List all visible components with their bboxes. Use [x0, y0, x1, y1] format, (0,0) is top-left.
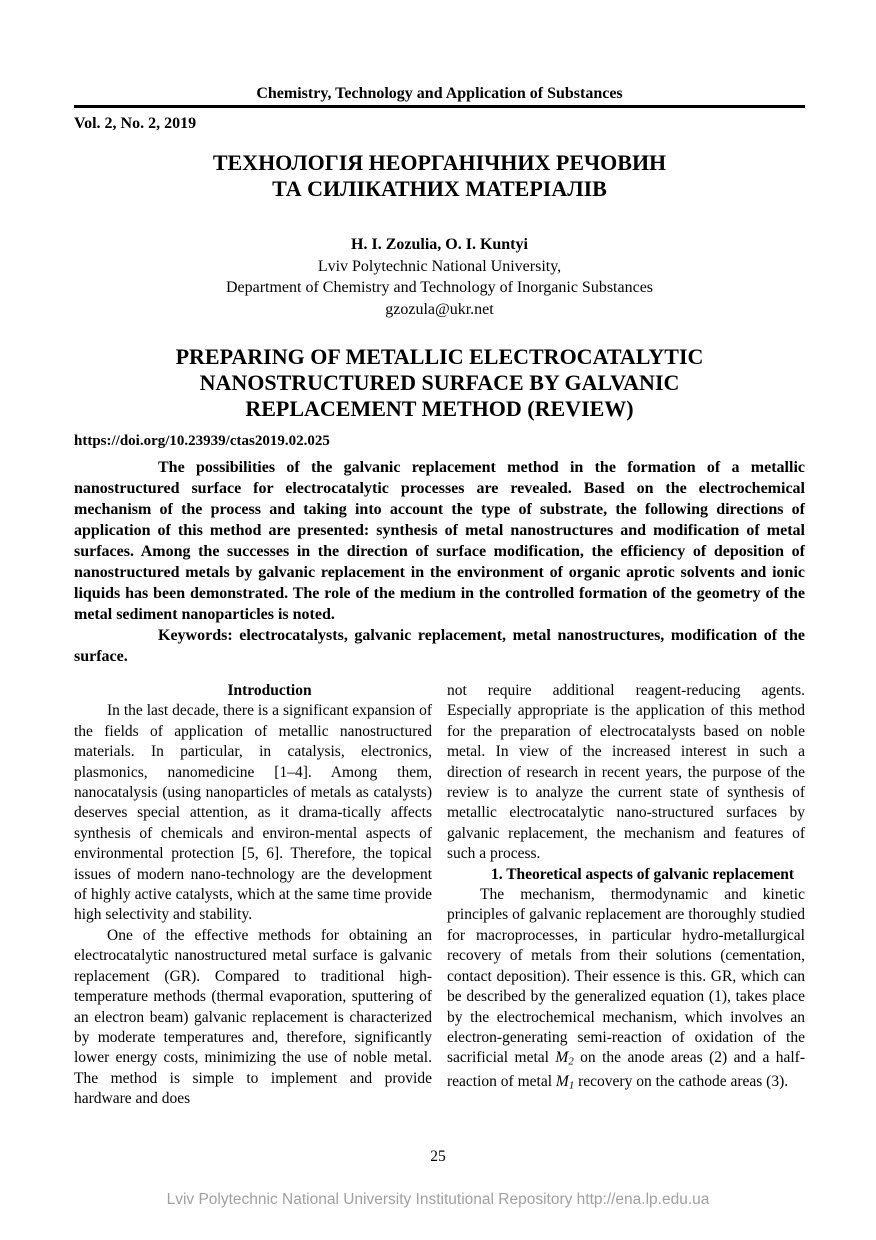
- repository-footer-link[interactable]: Lviv Polytechnic National University Institutional Repository http://ena.lp.edu.ua: [166, 1191, 710, 1208]
- article-title-line1: PREPARING OF METALLIC ELECTROCATALYTIC: [175, 344, 704, 369]
- metal-m2-symbol: M: [555, 1049, 569, 1067]
- introduction-heading: Introduction: [227, 682, 312, 699]
- section-1-text-part: recovery on the cathode areas (3).: [574, 1073, 789, 1091]
- metal-m1-symbol: M: [555, 1073, 569, 1091]
- journal-section-heading-line2: ТА СИЛІКАТНИХ МАТЕРІАЛІВ: [272, 176, 607, 201]
- affiliation-university: Lviv Polytechnic National University,: [317, 257, 562, 275]
- affiliation-department: Department of Chemistry and Technology of Inorganic Substances: [225, 279, 654, 296]
- doi-link[interactable]: https://doi.org/10.23939/ctas2019.02.025: [74, 433, 330, 449]
- header-rule: [74, 105, 805, 108]
- left-column: [74, 681, 432, 1110]
- journal-section-heading-line1: ТЕХНОЛОГІЯ НЕОРГАНІЧНИХ РЕЧОВИН: [212, 150, 667, 175]
- section-1-text-part: The mechanism, thermodynamic and kinetic principles of galvanic replacement are thoroughly studied for macroprocesses, in particular hydro-metallurgical recovery of metals from their solutions (cementation, contact deposition). Their essence is this. GR, which can be described by the generalized equation (1), takes place by the electrochemical mechanism, which involves an electron-generating semi-reaction of oxidation of the sacrificial metal: [447, 886, 805, 1067]
- article-title-line2: NANOSTRUCTURED SURFACE BY GALVANIC: [199, 370, 680, 395]
- metal-m1-subscript: 1: [568, 1080, 575, 1093]
- two-column-body: [74, 681, 805, 1110]
- page-number: 25: [430, 1148, 446, 1165]
- journal-section-heading: [74, 150, 805, 202]
- right-column: [447, 681, 805, 1110]
- section-1-text-part: on the anode areas (2) and a half-reaction of metal: [447, 1049, 806, 1091]
- author-names: H. I. Zozulia, O. I. Kuntyi: [351, 236, 528, 253]
- author-email[interactable]: gzozula@ukr.net: [385, 300, 494, 318]
- abstract-paragraph: The possibilities of the galvanic replacement method in the formation of a metallic nanostructured surface for electrocatalytic processes are revealed. Based on the electrochemical mechanism of the process and taking into account the type of substrate, the following directions of application of this method are presented: synthesis of metal nanostructures and modification of metal surfaces. Among the successes in the direction of surface modification, the efficiency of deposition of nanostructured metals by galvanic replacement in the environment of organic aprotic solvents and ionic liquids has been demonstrated. The role of the medium in the controlled formation of the geometry of the metal sediment nanoparticles is noted.: [74, 459, 805, 623]
- section-1-paragraph: [447, 885, 805, 1096]
- authors-block: [74, 234, 805, 320]
- article-title: [74, 344, 805, 422]
- volume-issue-line: Vol. 2, No. 2, 2019: [74, 115, 197, 132]
- article-title-line3: REPLACEMENT METHOD (REVIEW): [245, 396, 634, 421]
- introduction-paragraph-2-continued: not require additional reagent-reducing agents. Especially appropriate is the application of this method for the preparation of electrocatalysts based on noble metal. In view of the increased interest in such a direction of research in recent years, the purpose of the review is to analyze the current state of synthesis of metallic electrocatalytic nano-structured surfaces by galvanic replacement, the mechanism and features of such a process.: [447, 682, 805, 863]
- keywords-paragraph: Keywords: electrocatalysts, galvanic replacement, metal nanostructures, modification of the surface.: [74, 627, 805, 665]
- introduction-paragraph-1: In the last decade, there is a significant expansion of the fields of application of metallic nanostructured materials. In particular, in catalysis, electronics, plasmonics, nanomedicine [1–4]. Among them, nanocatalysis (using nanoparticles of metals as catalysts) deserves special attention, as it drama-tically affects synthesis of chemicals and environ-mental aspects of environmental protection [5, 6]. Therefore, the topical issues of modern nano-technology are the development of highly active catalysts, which at the same time provide high selectivity and stability.: [74, 702, 432, 924]
- section-1-heading: 1. Theoretical aspects of galvanic replacement: [490, 865, 795, 883]
- metal-m2-subscript: 2: [568, 1056, 574, 1069]
- introduction-paragraph-2: One of the effective methods for obtaining an electrocatalytic nanostructured metal surface is galvanic replacement (GR). Compared to traditional high-temperature methods (thermal evaporation, sputtering of an electron beam) galvanic replacement is characterized by moderate temperatures and, therefore, significantly lower energy costs, minimizing the use of noble metal. The method is simple to implement and provide hardware and does: [74, 926, 432, 1108]
- journal-running-head: Chemistry, Technology and Application of Substances: [256, 85, 623, 102]
